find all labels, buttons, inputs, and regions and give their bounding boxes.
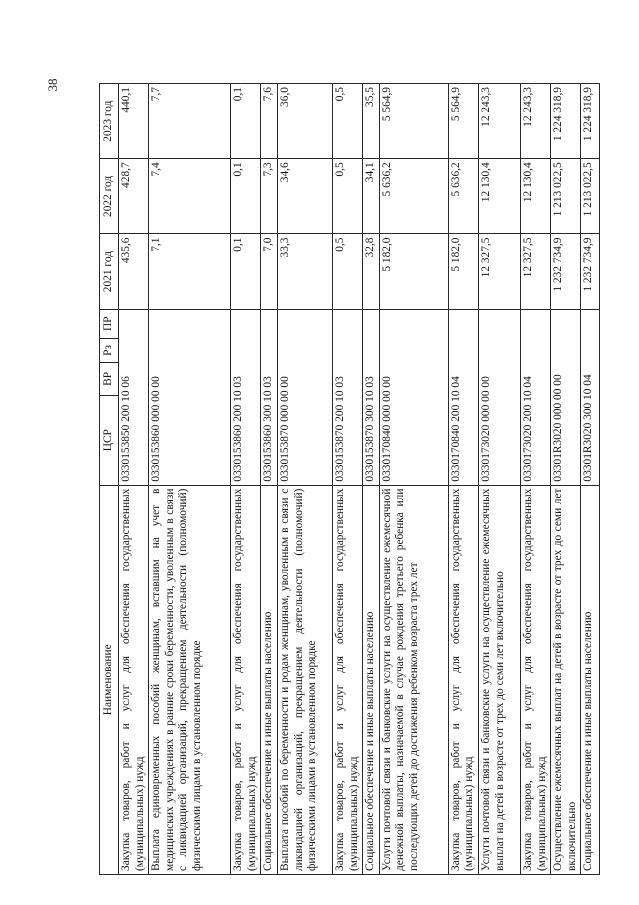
row-codes: 0330153860 200 10 03 [231, 309, 261, 485]
table-row [551, 84, 581, 875]
header-rz: Рз [100, 338, 119, 362]
row-codes: 0330170840 000 00 00 [379, 309, 448, 485]
row-codes: 0330173020 000 00 00 [478, 309, 520, 485]
row-name: Закупка товаров, работ и услуг для обеспечения государственных (муниципальных) нужд [520, 485, 550, 874]
row-codes: 03301R3020 000 00 00 [551, 309, 581, 485]
row-name: Услуги почтовой связи и банковские услуги на осуществление ежемесячных выплат на детей в возрасте от трех до семи лет включительно [478, 485, 520, 874]
header-2021: 2021 год [100, 234, 119, 309]
row-2021: 0,5 [332, 234, 362, 309]
row-2023: 36,0 [277, 84, 332, 159]
row-2023: 440,1 [119, 84, 149, 159]
table-row [363, 84, 380, 875]
row-2022: 7,3 [261, 159, 278, 234]
header-csr: ЦСР [100, 395, 119, 485]
row-codes: 0330153870 200 10 03 [332, 309, 362, 485]
table-row [581, 84, 600, 875]
row-2022: 5 636,2 [379, 159, 448, 234]
row-2022: 12 130,4 [478, 159, 520, 234]
row-2022: 0,1 [231, 159, 261, 234]
row-2021: 7,0 [261, 234, 278, 309]
header-row [100, 84, 119, 875]
row-2021: 1 232 734,9 [581, 234, 600, 309]
row-codes: 0330153870 300 10 03 [363, 309, 380, 485]
row-2021: 12 327,5 [478, 234, 520, 309]
row-2021: 5 182,0 [379, 234, 448, 309]
row-name: Осуществление ежемесячных выплат на детей в возрасте от трех до семи лет включительно [551, 485, 581, 874]
row-name: Выплата пособий по беременности и родам женщинам, уволенным в связи с ликвидацией организаций, прекращением деятельности (полномочий) физическими лицами в установленном порядке [277, 485, 332, 874]
row-2022: 34,1 [363, 159, 380, 234]
table-row [119, 84, 149, 875]
row-name: Закупка товаров, работ и услуг для обеспечения государственных (муниципальных) нужд [119, 485, 149, 874]
row-2022: 5 636,2 [448, 159, 478, 234]
table-row [277, 84, 332, 875]
table-row [379, 84, 448, 875]
row-2022: 34,6 [277, 159, 332, 234]
row-2022: 1 213 022,5 [581, 159, 600, 234]
row-name: Выплата единовременных пособий женщинам, вставшим на учет в медицинских учреждениях в ранние сроки беременности, уволенным в связи с ликвидацией организаций, прекращением деятельности (полномочий) физическими лицами в установленном порядке [149, 485, 231, 874]
row-2021: 12 327,5 [520, 234, 550, 309]
row-2023: 0,1 [231, 84, 261, 159]
row-2021: 435,6 [119, 234, 149, 309]
row-name: Закупка товаров, работ и услуг для обеспечения государственных (муниципальных) нужд [332, 485, 362, 874]
row-codes: 03301R3020 300 10 04 [581, 309, 600, 485]
row-codes: 0330153850 200 10 06 [119, 309, 149, 485]
row-2023: 12 243,3 [478, 84, 520, 159]
row-2021: 7,1 [149, 234, 231, 309]
row-2022: 7,4 [149, 159, 231, 234]
row-name: Социальное обеспечение и иные выплаты населению [363, 485, 380, 874]
table-row [478, 84, 520, 875]
header-2023: 2023 год [100, 84, 119, 159]
row-codes: 0330173020 200 10 04 [520, 309, 550, 485]
row-2023: 0,5 [332, 84, 362, 159]
row-2023: 5 564,9 [448, 84, 478, 159]
row-2022: 12 130,4 [520, 159, 550, 234]
row-codes: 0330153860 300 10 03 [261, 309, 278, 485]
row-2023: 1 224 318,9 [581, 84, 600, 159]
row-2021: 32,8 [363, 234, 380, 309]
header-name: Наименование [100, 485, 119, 874]
header-vr: ВР [100, 363, 119, 396]
row-name: Закупка товаров, работ и услуг для обеспечения государственных (муниципальных) нужд [448, 485, 478, 874]
table-row [149, 84, 231, 875]
row-name: Услуги почтовой связи и банковские услуги на осуществление ежемесячной денежной выплаты, назначаемой в случае рождения третьего ребенка или последующих детей до достижения ребенком возраста трех лет [379, 485, 448, 874]
header-pr: ПР [100, 309, 119, 338]
row-2022: 0,5 [332, 159, 362, 234]
row-name: Закупка товаров, работ и услуг для обеспечения государственных (муниципальных) нужд [231, 485, 261, 874]
budget-table [99, 83, 600, 875]
row-2021: 1 232 734,9 [551, 234, 581, 309]
table-row [448, 84, 478, 875]
row-2023: 7,7 [149, 84, 231, 159]
table-row [261, 84, 278, 875]
row-name: Социальное обеспечение и иные выплаты населению [581, 485, 600, 874]
row-codes: 0330170840 200 10 04 [448, 309, 478, 485]
row-2023: 1 224 318,9 [551, 84, 581, 159]
row-2021: 0,1 [231, 234, 261, 309]
table-row [231, 84, 261, 875]
row-name: Социальное обеспечение и иные выплаты населению [261, 485, 278, 874]
row-codes: 0330153870 000 00 00 [277, 309, 332, 485]
row-2021: 33,3 [277, 234, 332, 309]
row-2023: 12 243,3 [520, 84, 550, 159]
row-2023: 5 564,9 [379, 84, 448, 159]
row-2022: 1 213 022,5 [551, 159, 581, 234]
page-number: 38 [45, 78, 60, 92]
row-2023: 35,5 [363, 84, 380, 159]
table-row [520, 84, 550, 875]
row-2021: 5 182,0 [448, 234, 478, 309]
header-2022: 2022 год [100, 159, 119, 234]
row-codes: 0330153860 000 00 00 [149, 309, 231, 485]
row-2022: 428,7 [119, 159, 149, 234]
table-row [332, 84, 362, 875]
row-2023: 7,6 [261, 84, 278, 159]
